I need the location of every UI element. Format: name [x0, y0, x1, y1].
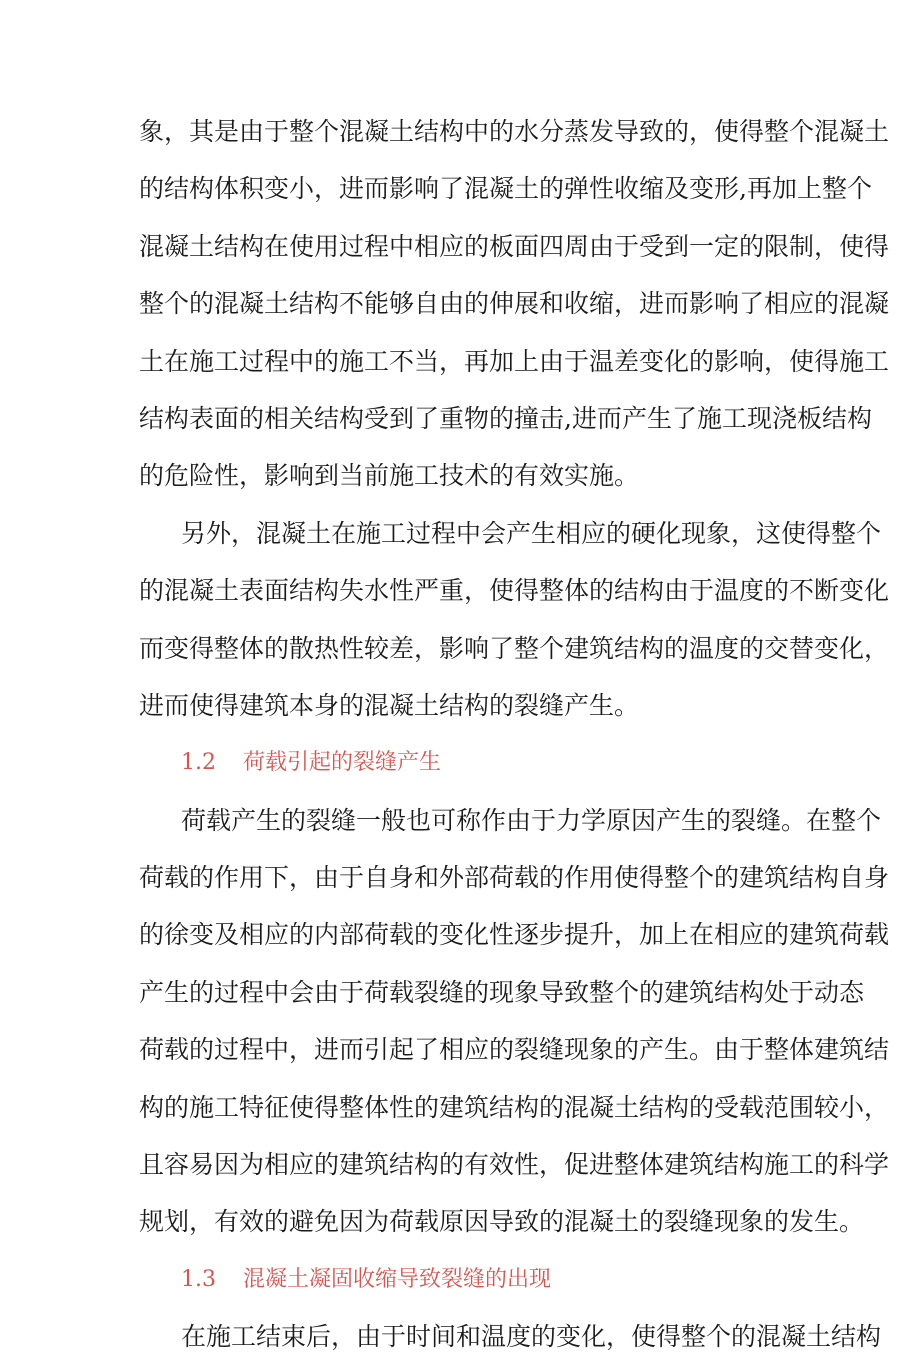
section-heading-1-3	[139, 1251, 799, 1308]
paragraph-line: 的徐变及相应的内部荷载的变化性逐步提升，加上在相应的建筑荷载	[139, 920, 890, 950]
paragraph-line: 规划，有效的避免因为荷载原因导致的混凝土的裂缝现象的发生。	[139, 1207, 865, 1237]
paragraph-line: 象，其是由于整个混凝土结构中的水分蒸发导致的，使得整个混凝土	[139, 117, 890, 146]
paragraph-line: 的结构体积变小，进而影响了混凝土的弹性收缩及变形,再加上整个	[139, 174, 872, 204]
paragraph-line: 的危险性，影响到当前施工技术的有效实施。	[139, 461, 640, 491]
paragraph-line: 且容易因为相应的建筑结构的有效性，促进整体建筑结构施工的科学	[139, 1150, 890, 1180]
paragraph-line: 构的施工特征使得整体性的建筑结构的混凝土结构的受载范围较小，	[139, 1092, 890, 1122]
section-number: 1.2	[181, 750, 216, 776]
paragraph-line: 荷载产生的裂缝一般也可称作由于力学原因产生的裂缝。在整个	[181, 805, 882, 835]
section-heading-1-2	[139, 734, 799, 791]
paragraph-line: 混凝土结构在使用过程中相应的板面四周由于受到一定的限制，使得	[139, 231, 890, 261]
paragraph-line: 荷载的作用下，由于自身和外部荷载的作用使得整个的建筑结构自身	[139, 863, 890, 893]
paragraph-line: 的混凝土表面结构失水性严重，使得整体的结构由于温度的不断变化	[139, 576, 890, 606]
section-number: 1.3	[181, 1266, 216, 1292]
document-body	[139, 103, 890, 1366]
section-title: 荷载引起的裂缝产生	[243, 750, 442, 776]
paragraph-line: 另外，混凝土在施工过程中会产生相应的硬化现象，这使得整个	[181, 518, 882, 548]
paragraph-line: 产生的过程中会由于荷载裂缝的现象导致整个的建筑结构处于动态	[139, 977, 865, 1007]
paragraph-line: 土在施工过程中的施工不当，再加上由于温差变化的影响，使得施工	[139, 346, 890, 376]
paragraph-line: 荷载的过程中，进而引起了相应的裂缝现象的产生。由于整体建筑结	[139, 1035, 890, 1065]
paragraph-line: 整个的混凝土结构不能够自由的伸展和收缩，进而影响了相应的混凝	[139, 289, 890, 319]
paragraph-line: 结构表面的相关结构受到了重物的撞击,进而产生了施工现浇板结构	[139, 403, 872, 433]
section-title: 混凝土凝固收缩导致裂缝的出现	[243, 1266, 552, 1292]
paragraph-line: 进而使得建筑本身的混凝土结构的裂缝产生。	[139, 690, 640, 720]
paragraph-line: 在施工结束后，由于时间和温度的变化，使得整个的混凝土结构	[181, 1322, 882, 1352]
paragraph-line: 而变得整体的散热性较差，影响了整个建筑结构的温度的交替变化，	[139, 633, 890, 663]
